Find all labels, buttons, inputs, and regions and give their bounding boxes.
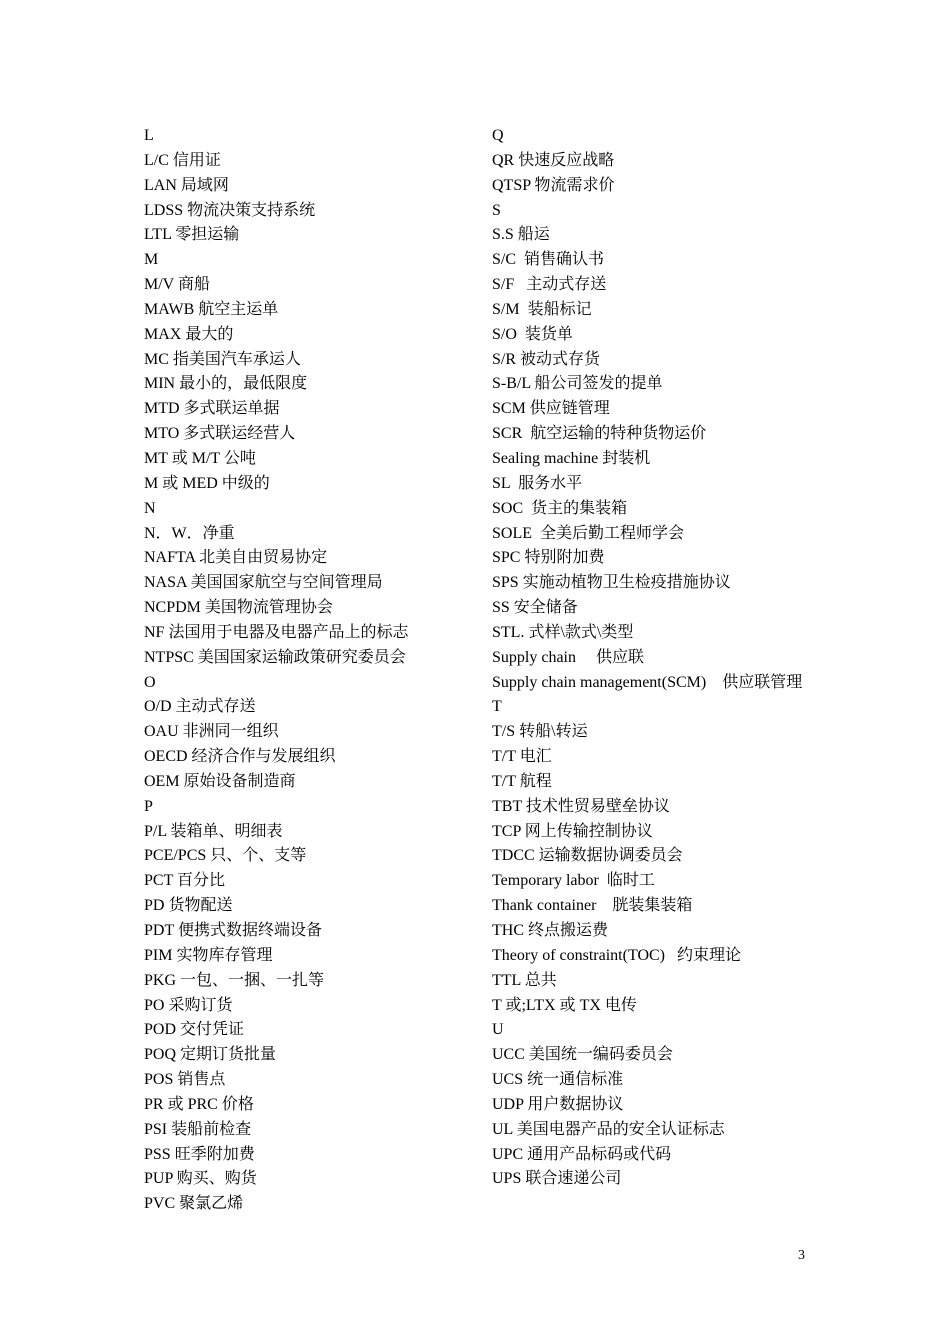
glossary-entry: SCR 航空运输的特种货物运价 <box>492 425 707 443</box>
glossary-entry: UPS 联合速递公司 <box>492 1170 622 1188</box>
glossary-entry: MAWB 航空主运单 <box>144 300 279 318</box>
glossary-entry: PCT 百分比 <box>144 872 226 890</box>
right-glossary-column <box>492 124 812 1192</box>
glossary-entry: OEM 原始设备制造商 <box>144 772 296 790</box>
glossary-entry: SPC 特别附加费 <box>492 549 605 567</box>
glossary-entry: POD 交付凭证 <box>144 1021 245 1039</box>
glossary-entry: T/T 电汇 <box>492 748 552 766</box>
glossary-entry: N <box>144 499 156 517</box>
glossary-entry: PSS 旺季附加费 <box>144 1145 255 1163</box>
glossary-entry: SL 服务水平 <box>492 474 583 492</box>
glossary-entry: MTD 多式联运单据 <box>144 400 280 418</box>
glossary-entry: S-B/L 船公司签发的提单 <box>492 375 663 393</box>
glossary-entry: U <box>492 1021 504 1039</box>
glossary-entry: PSI 装船前检查 <box>144 1120 252 1138</box>
glossary-entry: S.S 船运 <box>492 226 550 244</box>
glossary-entry: PDT 便携式数据终端设备 <box>144 922 322 939</box>
page-number: 3 <box>798 1248 805 1263</box>
glossary-entry: Sealing machine 封装机 <box>492 449 651 467</box>
glossary-entry: NTPSC 美国国家运输政策研究委员会 <box>144 648 406 666</box>
glossary-entry: UL 美国电器产品的安全认证标志 <box>492 1120 725 1138</box>
glossary-entry: S/M 装船标记 <box>492 300 592 318</box>
glossary-entry: L/C 信用证 <box>144 151 221 169</box>
left-glossary-column <box>144 124 464 1217</box>
glossary-entry: UCS 统一通信标准 <box>492 1071 624 1089</box>
glossary-entry: OAU 非洲同一组织 <box>144 723 279 741</box>
glossary-entry: T/S 转船\转运 <box>492 723 588 741</box>
glossary-entry: Supply chain 供应联 <box>492 648 644 666</box>
glossary-entry: TTL 总共 <box>492 971 557 989</box>
glossary-entry: THC 终点搬运费 <box>492 922 609 939</box>
glossary-entry: S/F 主动式存送 <box>492 276 607 294</box>
glossary-entry: SOC 货主的集装箱 <box>492 499 628 517</box>
glossary-entry: MT 或 M/T 公吨 <box>144 449 256 467</box>
glossary-entry: MC 指美国汽车承运人 <box>144 350 301 368</box>
glossary-entry: SOLE 全美后勤工程师学会 <box>492 524 685 542</box>
glossary-entry: Q <box>492 127 504 144</box>
glossary-entry: PO 采购订货 <box>144 996 233 1014</box>
glossary-entry: O/D 主动式存送 <box>144 698 256 716</box>
glossary-entry-wrapped: Supply chain management(SCM) 供应联管理 <box>492 673 803 691</box>
glossary-entry: MTO 多式联运经营人 <box>144 425 296 443</box>
glossary-entry: N．W．净重 <box>144 524 235 542</box>
glossary-entry: S/O 装货单 <box>492 325 573 343</box>
glossary-entry: TBT 技术性贸易壁垒协议 <box>492 797 670 815</box>
glossary-entry: T 或;LTX 或 TX 电传 <box>492 996 637 1014</box>
glossary-entry: PVC 聚氯乙烯 <box>144 1195 244 1213</box>
glossary-entry: PKG 一包、一捆、一扎等 <box>144 971 325 989</box>
glossary-entry: NCPDM 美国物流管理协会 <box>144 599 333 617</box>
glossary-entry: UCC 美国统一编码委员会 <box>492 1046 673 1064</box>
glossary-entry: PCE/PCS 只、个、支等 <box>144 847 307 865</box>
glossary-entry: TCP 网上传输控制协议 <box>492 822 653 840</box>
glossary-entry: L <box>144 127 154 144</box>
glossary-entry: P <box>144 797 153 815</box>
glossary-entry: SPS 实施动植物卫生检疫措施协议 <box>492 574 731 592</box>
glossary-entry: NAFTA 北美自由贸易协定 <box>144 549 328 567</box>
glossary-entry: TDCC 运输数据协调委员会 <box>492 847 683 865</box>
glossary-entry: O <box>144 673 156 691</box>
glossary-entry: SCM 供应链管理 <box>492 400 610 418</box>
glossary-entry: T <box>492 698 502 716</box>
glossary-entry: MIN 最小的，最低限度 <box>144 375 308 393</box>
glossary-entry: UDP 用户数据协议 <box>492 1095 624 1113</box>
glossary-entry: OECD 经济合作与发展组织 <box>144 748 336 766</box>
glossary-entry: LAN 局域网 <box>144 176 229 194</box>
glossary-entry: PUP 购买、购货 <box>144 1170 257 1188</box>
glossary-entry: PIM 实物库存管理 <box>144 946 273 964</box>
glossary-entry: PD 货物配送 <box>144 897 233 915</box>
glossary-entry: S/C 销售确认书 <box>492 251 605 269</box>
glossary-entry: SS 安全储备 <box>492 599 578 617</box>
glossary-entry: QR 快速反应战略 <box>492 151 615 169</box>
glossary-entry: POS 销售点 <box>144 1071 226 1089</box>
glossary-entry: M/V 商船 <box>144 276 210 294</box>
glossary-entry: LDSS 物流决策支持系统 <box>144 201 316 219</box>
glossary-entry: POQ 定期订货批量 <box>144 1046 277 1064</box>
glossary-entry: P/L 装箱单、明细表 <box>144 822 283 840</box>
glossary-entry: QTSP 物流需求价 <box>492 176 615 194</box>
glossary-entry: MAX 最大的 <box>144 325 234 343</box>
glossary-entry: PR 或 PRC 价格 <box>144 1095 254 1113</box>
glossary-entry: UPC 通用产品标码或代码 <box>492 1145 672 1163</box>
glossary-entry: Theory of constraint(TOC) 约束理论 <box>492 946 741 964</box>
glossary-entry: NF 法国用于电器及电器产品上的标志 <box>144 623 409 641</box>
glossary-entry: M 或 MED 中级的 <box>144 474 270 492</box>
glossary-entry: NASA 美国国家航空与空间管理局 <box>144 574 383 592</box>
glossary-entry: Temporary labor 临时工 <box>492 872 655 890</box>
glossary-entry: T/T 航程 <box>492 772 552 790</box>
glossary-entry: Thank container 胱装集装箱 <box>492 897 693 915</box>
glossary-entry: M <box>144 251 159 269</box>
glossary-entry: STL. 式样\款式\类型 <box>492 623 634 641</box>
glossary-entry: LTL 零担运输 <box>144 226 240 244</box>
glossary-entry: S/R 被动式存货 <box>492 350 601 368</box>
glossary-entry: S <box>492 201 501 219</box>
